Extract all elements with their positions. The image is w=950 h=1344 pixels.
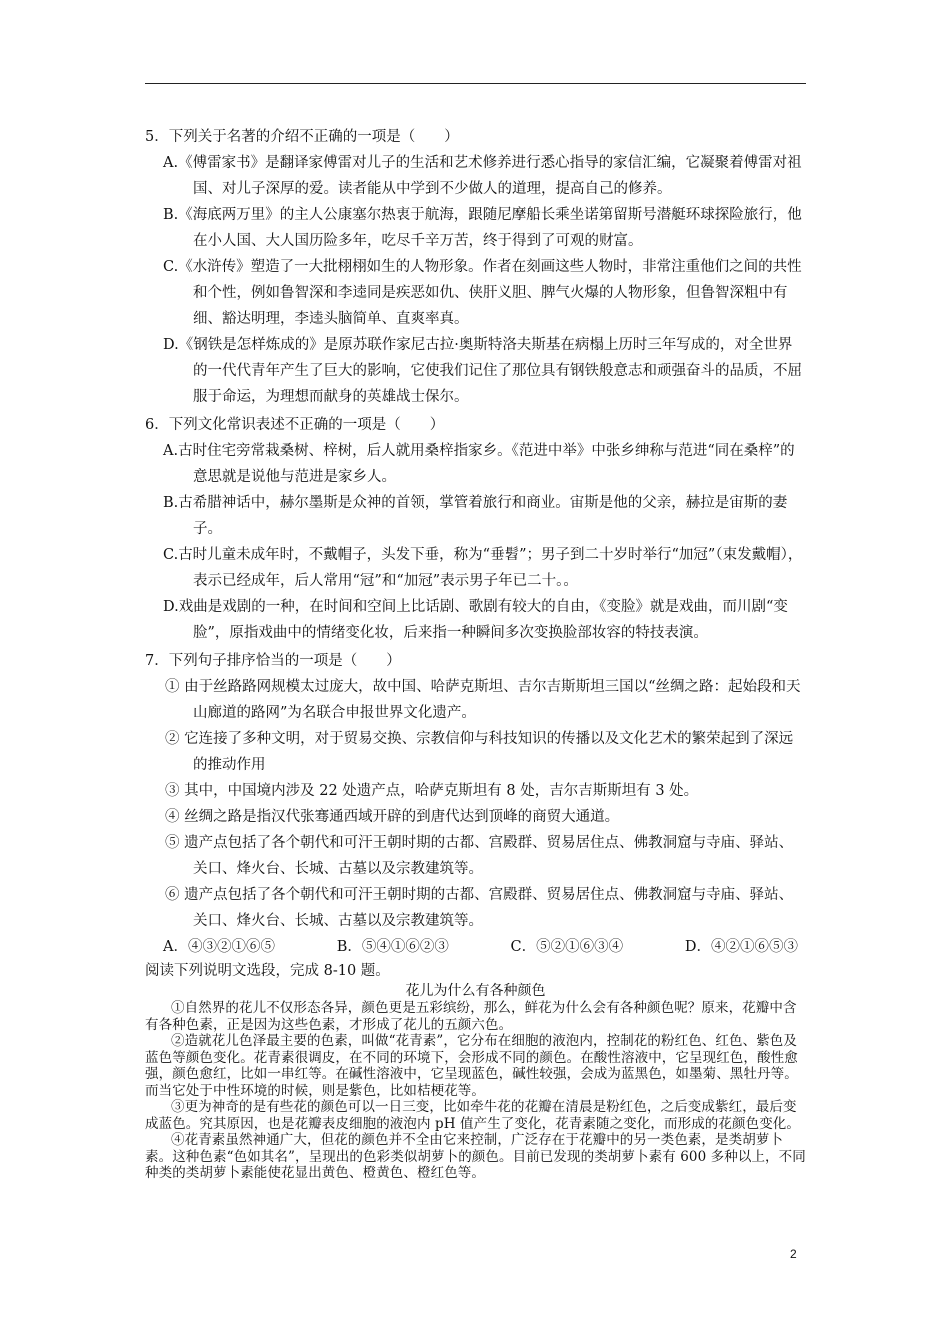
option-label: D. xyxy=(163,337,179,353)
sentence-text: 其中，中国境内涉及 22 处遗产点，哈萨克斯坦有 8 处，吉尔吉斯斯坦有 3 处。 xyxy=(184,783,699,799)
sentence-number: ③ xyxy=(165,783,180,799)
option-b xyxy=(145,202,806,254)
sentence-text: 由于丝路路网规模太过庞大，故中国、哈萨克斯坦、吉尔吉斯斯坦三国以“丝绸之路：起始段和天山廊道的路网”为名联合申报世界文化遗产。 xyxy=(184,679,801,721)
question-7 xyxy=(145,648,806,960)
question-title: 5．下列关于名著的介绍不正确的一项是（ ） xyxy=(145,129,459,145)
option-label: C. xyxy=(163,259,179,275)
option-text: 《钢铁是怎样炼成的》是原苏联作家尼古拉·奥斯特洛夫斯基在病榻上历时三年写成的，对全世界的一代代青年产生了巨大的影响，它使我们记住了那位具有钢铁般意志和顽强奋斗的品质，不屈服于命运，为理想而献身的英雄战士保尔。 xyxy=(178,337,802,405)
reading-intro: 阅读下列说明文选段，完成 8-10 题。 xyxy=(145,963,390,979)
choice-b: B．⑤④①⑥②③ xyxy=(336,939,449,955)
article-paragraph: ③更为神奇的是有些花的颜色可以一日三变，比如牵牛花的花瓣在清晨是粉红色，之后变成紫红，最后变成蓝色。究其原因，也是花瓣表皮细胞的液泡内 pH 值产生了变化，花青素随之变化，而形成的花颜色变化。 xyxy=(145,1099,800,1132)
option-text: 古时儿童未成年时，不戴帽子，头发下垂，称为“垂髫”；男子到二十岁时举行“加冠”（束发戴帽），表示已经成年，后人常用“冠”和“加冠”表示男子年已二十。。 xyxy=(178,547,803,589)
sentence-text: 它连接了多种文明，对于贸易交换、宗教信仰与科技知识的传播以及文化艺术的繁荣起到了深远的推动作用 xyxy=(184,731,794,773)
option-d xyxy=(145,594,806,646)
option-label: B. xyxy=(163,207,179,223)
question-title: 6．下列文化常识表述不正确的一项是（ ） xyxy=(145,417,445,433)
sentence-number: ② xyxy=(165,731,180,747)
sentence-number: ① xyxy=(165,679,180,695)
sentence-number: ⑥ xyxy=(165,887,180,903)
option-text: 戏曲是戏剧的一种，在时间和空间上比话剧、歌剧有较大的自由，《变脸》就是戏曲，而川剧“变脸”，原指戏曲中的情绪变化妆，后来指一种瞬间多次变换脸部妆容的特技表演。 xyxy=(178,599,788,641)
sentence-text: 丝绸之路是指汉代张骞通西域开辟的到唐代达到顶峰的商贸大通道。 xyxy=(184,809,620,825)
option-text: 《海底两万里》的主人公康塞尔热衷于航海，跟随尼摩船长乘坐诺第留斯号潜艇环球探险旅行，他在小人国、大人国历险多年，吃尽千辛万苦，终于得到了可观的财富。 xyxy=(178,207,802,249)
option-c xyxy=(145,254,806,332)
article-paragraph: ①自然界的花儿不仅形态各异，颜色更是五彩缤纷，那么，鲜花为什么会有各种颜色呢？原来，花瓣中含有各种色素，正是因为这些色素，才形成了花儿的五颜六色。 xyxy=(145,1000,797,1033)
option-label: C. xyxy=(163,547,179,563)
question-title: 7．下列句子排序恰当的一项是（ ） xyxy=(145,653,401,669)
option-label: B. xyxy=(163,495,179,511)
sentence-item xyxy=(145,882,806,934)
sentence-item xyxy=(145,778,806,804)
option-text: 《傅雷家书》是翻译家傅雷对儿子的生活和艺术修养进行悉心指导的家信汇编，它凝聚着傅雷对祖国、对儿子深厚的爱。读者能从中学到不少做人的道理，提高自己的修养。 xyxy=(178,155,802,197)
option-a xyxy=(145,438,806,490)
sentence-number: ⑤ xyxy=(165,835,180,851)
sentence-number: ④ xyxy=(165,809,180,825)
header-rule xyxy=(145,83,806,84)
page-body xyxy=(145,122,806,1182)
option-label: A. xyxy=(163,443,179,459)
sentence-item xyxy=(145,674,806,726)
option-d xyxy=(145,332,806,410)
question-6 xyxy=(145,412,806,646)
sentence-item xyxy=(145,726,806,778)
sentence-item xyxy=(145,804,806,830)
option-text: 古时住宅旁常栽桑树、梓树，后人就用桑梓指家乡。《范进中举》中张乡绅称与范进“同在桑梓”的意思就是说他与范进是家乡人。 xyxy=(178,443,795,485)
option-text: 《水浒传》塑造了一大批栩栩如生的人物形象。作者在刻画这些人物时，非常注重他们之间的共性和个性，例如鲁智深和李逵同是疾恶如仇、侠肝义胆、脾气火爆的人物形象，但鲁智深粗中有细、豁达明理，李逵头脑简单、直爽率真。 xyxy=(178,259,802,327)
option-b xyxy=(145,490,806,542)
option-text: 古希腊神话中，赫尔墨斯是众神的首领，掌管着旅行和商业。宙斯是他的父亲，赫拉是宙斯的妻子。 xyxy=(178,495,788,537)
option-c xyxy=(145,542,806,594)
question-5 xyxy=(145,124,806,410)
answer-choices xyxy=(145,934,806,960)
choice-a: A．④③②①⑥⑤ xyxy=(163,939,275,955)
article-paragraph: ④花青素虽然神通广大，但花的颜色并不全由它来控制，广泛存在于花瓣中的另一类色素，是类胡萝卜素。这种色素“色如其名”，呈现出的色彩类似胡萝卜的颜色。目前已发现的类胡萝卜素有 600 多种以上，不同种类的类胡萝卜素能使花显出黄色、橙黄色、橙红色等。 xyxy=(145,1132,806,1181)
option-a xyxy=(145,150,806,202)
sentence-text: 遗产点包括了各个朝代和可汗王朝时期的古都、宫殿群、贸易居住点、佛教洞窟与寺庙、驿站、关口、烽火台、长城、古墓以及宗教建筑等。 xyxy=(184,887,794,929)
option-label: A. xyxy=(163,155,179,171)
choice-d: D．④②①⑥⑤③ xyxy=(684,939,798,955)
article-title: 花儿为什么有各种颜色 xyxy=(405,983,546,999)
page-number: 2 xyxy=(790,1247,797,1261)
article-paragraph: ②造就花儿色泽最主要的色素，叫做“花青素”，它分布在细胞的液泡内，控制花的粉红色、红色、紫色及蓝色等颜色变化。花青素很调皮，在不同的环境下，会形成不同的颜色。在酸性溶液中，它呈现红色，酸性愈强，颜色愈红，比如一串红等。在碱性溶液中，它呈现蓝色，碱性较强，会成为蓝黑色，如墨菊、黑牡丹等。而当它处于中性环境的时候，则是紫色，比如桔梗花等。 xyxy=(145,1033,798,1099)
reading-section xyxy=(145,960,806,1182)
sentence-text: 遗产点包括了各个朝代和可汗王朝时期的古都、宫殿群、贸易居住点、佛教洞窟与寺庙、驿站、关口、烽火台、长城、古墓以及宗教建筑等。 xyxy=(184,835,794,877)
choice-c: C．⑤②①⑥③④ xyxy=(510,939,624,955)
sentence-item xyxy=(145,830,806,882)
option-label: D. xyxy=(163,599,179,615)
